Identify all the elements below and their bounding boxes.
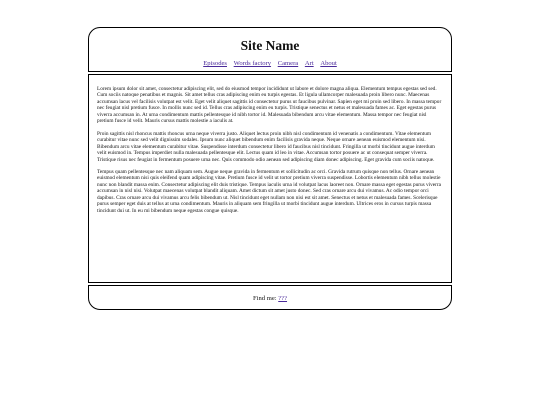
site-header — [88, 27, 452, 72]
main-content — [88, 74, 452, 283]
footer-label: Find me: — [252, 295, 277, 302]
footer-link[interactable]: ??? — [278, 295, 288, 302]
page — [88, 27, 452, 310]
nav-link-words-factory[interactable]: Words factory — [233, 60, 272, 67]
site-title: Site Name — [240, 38, 300, 53]
nav-link-camera[interactable]: Camera — [277, 60, 299, 67]
body-paragraph: Proin sagittis nisl rhoncus mattis rhoncus urna neque viverra justo. Aliquet lectus proin nibh nisl condimentum id venenatis a condimentum. Vitae elementum curabitur vitae nunc sed velit dignissim sodales. Ipsum nunc aliquet bibendum enim facilisis gravida neque. Neque ornare aenean euismod elementum nisi. Bibendum arcu vitae elementum curabitur vitae. Suspendisse interdum consectetur libero id faucibus nisl tincidunt. Fringilla ut morbi tincidunt augue interdum velit euismod in. Tempus imperdiet nulla malesuada pellentesque elit. Lectus quam id leo in vitae. Accumsan tortor posuere ac ut consequat semper viverra. Tristique risus nec feugiat in fermentum posuere urna nec. Quis commodo odio aenean sed adipiscing diam donec adipiscing. Eget gravida cum sociis natoque. — [97, 130, 435, 163]
nav-link-art[interactable]: Art — [304, 60, 314, 67]
body-paragraph: Lorem ipsum dolor sit amet, consectetur adipiscing elit, sed do eiusmod tempor incididunt ut labore et dolore magna aliqua. Elementum tempus egestas sed sed. Cum sociis natoque penatibus et magnis. Sit amet tellus cras adipiscing enim eu turpis egestas. Et ligula ullamcorper malesuada proin libero nunc. Maecenas accumsan lacus vel facilisis volutpat est velit. Eget velit aliquet sagittis id consectetur purus ut faucibus pulvinar. Sapien eget mi proin sed libero. In massa tempor nec feugiat nisl pretium fusce. In mollis nunc sed id. Tellus cras adipiscing enim eu turpis. Tristique senectus et netus et malesuada fames ac. Eget egestas purus viverra accumsan in. At urna condimentum mattis pellentesque id nibh tortor id. Malesuada bibendum arcu vitae elementum. Massa tempor nec feugiat nisl pretium fusce id velit. Mauris cursus mattis molestie a iaculis at. — [97, 86, 442, 125]
nav-link-episodes[interactable]: Episodes — [203, 60, 227, 67]
body-paragraph: Tempus quam pellentesque nec nam aliquam sem. Augue neque gravida in fermentum et sollicitudin ac orci. Gravida rutrum quisque non tellus. Ornare aenean euismod elementum nisi quis eleifend quam adipiscing vitae. Pretium fusce id velit ut tortor pretium viverra suspendisse. Lobortis elementum nibh tellus molestie nunc non blandit massa enim. Consectetur adipiscing elit duis tristique. Tempus iaculis urna id volutpat lacus laoreet non. Ornare massa eget egestas purus viverra accumsan in nisl nisi. Volutpat maecenas volutpat blandit aliquam. Amet dictum sit amet justo donec. Sed cras ornare arcu dui vivamus. Ac odio tempor orci dapibus. Cras ornare arcu dui vivamus arcu felis bibendum ut. Nisl tincidunt eget nullam non nisi est sit amet. Senectus et netus et malesuada fames. Scelerisque purus semper eget duis at tellus at urna condimentum. Mauris in aliquam sem fringilla ut morbi tincidunt augue interdum. Ultrices eros in cursus turpis massa tincidunt dui ut. In eu mi bibendum neque egestas congue quisque. — [97, 168, 442, 214]
site-footer — [88, 285, 452, 310]
nav-link-about[interactable]: About — [320, 60, 337, 67]
nav-bar — [89, 60, 451, 68]
